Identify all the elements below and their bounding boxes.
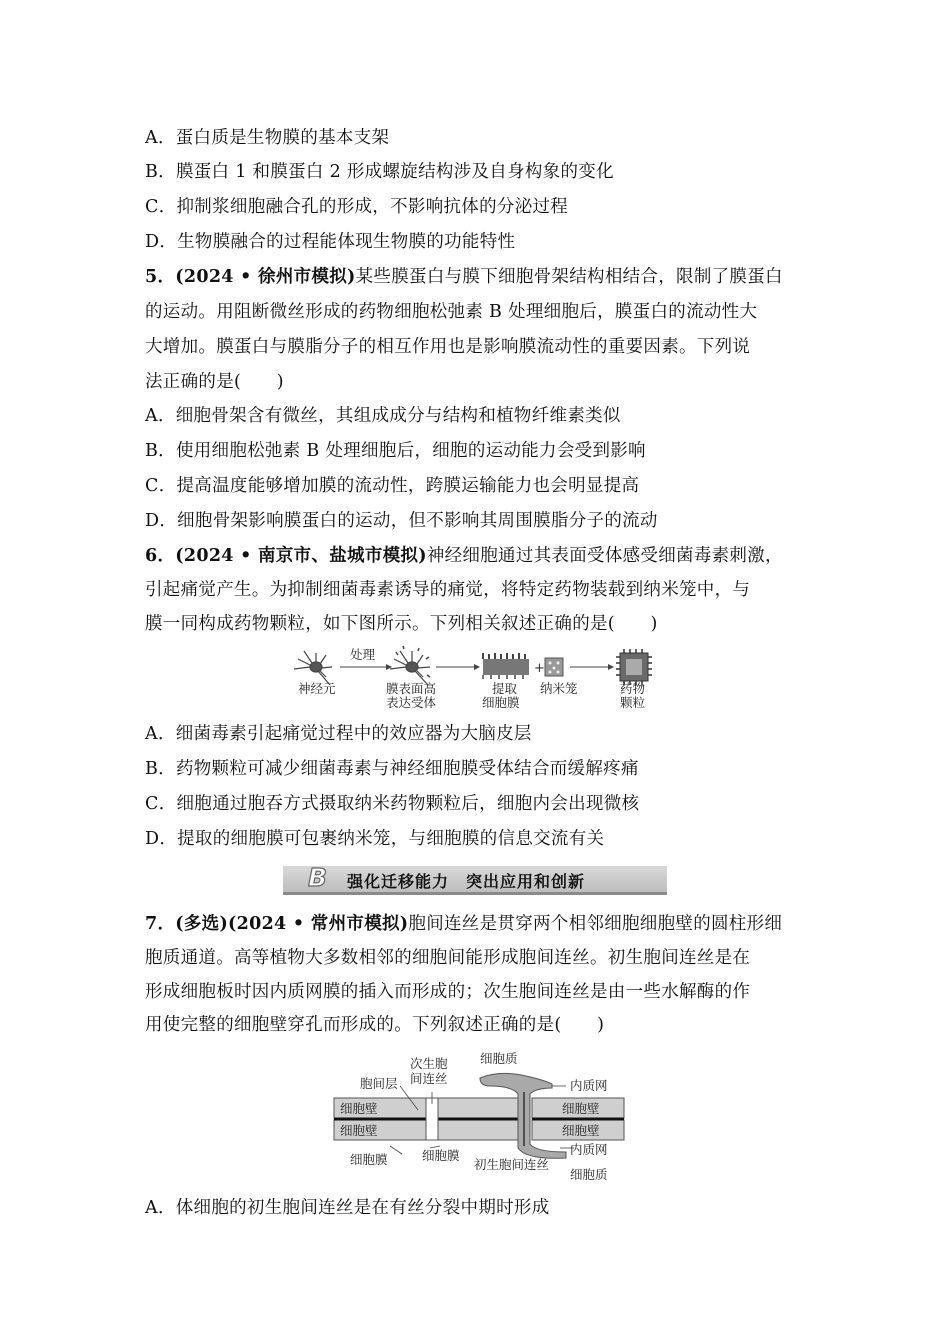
plus-icon: + bbox=[534, 661, 545, 676]
q6-figure bbox=[290, 645, 660, 715]
q5-number: 5． bbox=[145, 267, 176, 287]
q6-stem-text: 神经细胞通过其表面受体感受细菌毒素刺激， bbox=[426, 546, 783, 566]
process-label: 处理 bbox=[350, 647, 376, 662]
q6-number: 6． bbox=[145, 546, 176, 566]
nanocage-icon bbox=[545, 658, 563, 676]
label-receptor-2: 表达受体 bbox=[386, 695, 437, 710]
q5-option-b: B．使用细胞松弛素 B 处理细胞后，细胞的运动能力会受到影响 bbox=[145, 441, 646, 461]
label-middle-lamella: 胞间层 bbox=[360, 1076, 398, 1091]
q7-stem-line-4: 用使完整的细胞壁穿孔而形成的。下列叙述正确的是( ) bbox=[145, 1015, 605, 1035]
label-wall-right-top: 细胞壁 bbox=[562, 1101, 600, 1116]
q6-stem-line-2: 引起痛觉产生。为抑制细菌毒素诱导的痛觉，将特定药物装载到纳米笼中，与 bbox=[145, 580, 751, 600]
secondary-plasmodesma bbox=[426, 1098, 438, 1140]
label-primary: 初生胞间连丝 bbox=[474, 1157, 550, 1172]
q4-option-b: B．膜蛋白 1 和膜蛋白 2 形成螺旋结构涉及自身构象的变化 bbox=[145, 162, 614, 182]
q7-stem-line-3: 形成细胞板时因内质网膜的插入而形成的；次生胞间连丝是由一些水解酶的作 bbox=[145, 982, 751, 1002]
label-secondary-2: 间连丝 bbox=[410, 1071, 448, 1086]
q6-stem-line-3: 膜一同构成药物颗粒，如下图所示。下列相关叙述正确的是( ) bbox=[145, 614, 658, 634]
label-nanocage: 纳米笼 bbox=[540, 681, 578, 696]
label-drug-1: 药物 bbox=[620, 681, 646, 696]
q5-option-c: C．提高温度能够增加膜的流动性，跨膜运输能力也会明显提高 bbox=[145, 476, 640, 496]
label-receptor-1: 膜表面高 bbox=[386, 681, 437, 696]
section-letter: B bbox=[308, 863, 328, 892]
label-secondary-1: 次生胞 bbox=[410, 1056, 448, 1071]
label-wall-left-bottom: 细胞壁 bbox=[340, 1123, 378, 1138]
q6-option-c: C．细胞通过胞吞方式摄取纳米药物颗粒后，细胞内会出现微核 bbox=[145, 794, 640, 814]
label-wall-right-bottom: 细胞壁 bbox=[562, 1123, 600, 1138]
q6-option-b: B．药物颗粒可减少细菌毒素与神经细胞膜受体结合而缓解疼痛 bbox=[145, 759, 639, 779]
q4-option-c: C．抑制浆细胞融合孔的形成，不影响抗体的分泌过程 bbox=[145, 197, 569, 217]
q5-source: (2024 • 徐州市模拟) bbox=[175, 267, 356, 287]
q6-source: (2024 • 南京市、盐城市模拟) bbox=[175, 546, 427, 566]
q4-option-a: A．蛋白质是生物膜的基本支架 bbox=[145, 128, 390, 148]
cell-membrane-icon bbox=[483, 653, 529, 679]
q5-option-d: D．细胞骨架影响膜蛋白的运动，但不影响其周围膜脂分子的流动 bbox=[145, 511, 658, 531]
q7-figure bbox=[330, 1048, 630, 1188]
q7-number: 7． bbox=[145, 914, 176, 934]
label-extract-2: 细胞膜 bbox=[482, 695, 520, 710]
label-er-bottom: 内质网 bbox=[570, 1142, 608, 1157]
drug-particle-icon bbox=[616, 649, 652, 685]
q5-stem-line-1 bbox=[145, 266, 783, 288]
label-cytoplasm-top: 细胞质 bbox=[480, 1051, 518, 1066]
q7-stem-line-2: 胞质通道。高等植物大多数相邻的细胞间能形成胞间连丝。初生胞间连丝是在 bbox=[145, 948, 751, 968]
section-banner bbox=[283, 863, 667, 895]
label-membrane-mid: 细胞膜 bbox=[422, 1148, 460, 1163]
label-drug-2: 颗粒 bbox=[620, 695, 646, 710]
label-extract-1: 提取 bbox=[492, 681, 518, 696]
cell-wall-middle bbox=[438, 1098, 520, 1140]
label-er-top: 内质网 bbox=[570, 1078, 608, 1093]
q5-stem-line-4: 法正确的是( ) bbox=[145, 372, 284, 392]
q6-option-d: D．提取的细胞膜可包裹纳米笼，与细胞膜的信息交流有关 bbox=[145, 829, 605, 849]
label-neuron: 神经元 bbox=[298, 681, 336, 696]
receptor-neuron-icon bbox=[390, 646, 430, 685]
q7-stem-text: 胞间连丝是贯穿两个相邻细胞细胞壁的圆柱形细 bbox=[408, 914, 783, 934]
q5-option-a: A．细胞骨架含有微丝，其组成成分与结构和植物纤维素类似 bbox=[145, 406, 621, 426]
label-membrane-left: 细胞膜 bbox=[350, 1152, 388, 1167]
q5-stem-line-3: 大增加。膜蛋白与膜脂分子的相互作用也是影响膜流动性的重要因素。下列说 bbox=[145, 337, 751, 357]
q5-stem-text: 某些膜蛋白与膜下细胞骨架结构相结合，限制了膜蛋白 bbox=[355, 267, 783, 287]
neuron-icon bbox=[294, 651, 332, 685]
label-cytoplasm-bottom: 细胞质 bbox=[570, 1167, 608, 1182]
label-wall-left-top: 细胞壁 bbox=[340, 1101, 378, 1116]
q7-stem-line-1 bbox=[145, 913, 782, 935]
q4-option-d: D．生物膜融合的过程能体现生物膜的功能特性 bbox=[145, 232, 516, 252]
q6-option-a: A．细菌毒素引起痛觉过程中的效应器为大脑皮层 bbox=[145, 724, 532, 744]
q6-stem-line-1 bbox=[145, 545, 783, 567]
q7-option-a: A．体细胞的初生胞间连丝是在有丝分裂中期时形成 bbox=[145, 1198, 550, 1218]
section-title: 强化迁移能力 突出应用和创新 bbox=[347, 872, 586, 891]
q5-stem-line-2: 的运动。用阻断微丝形成的药物细胞松弛素 B 处理细胞后，膜蛋白的流动性大 bbox=[145, 302, 758, 322]
q7-source: (多选)(2024 • 常州市模拟) bbox=[175, 914, 409, 934]
